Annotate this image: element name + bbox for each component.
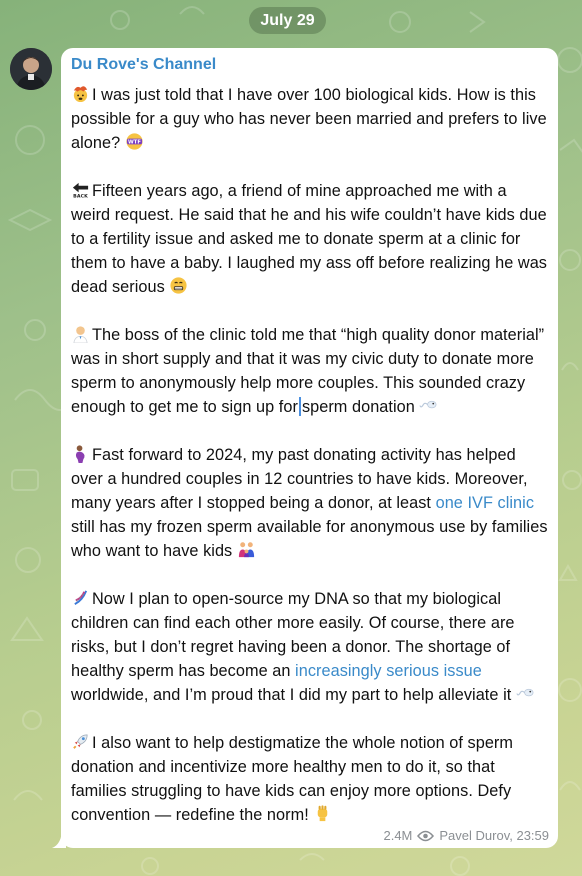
post-paragraph-5-text-a: Now I plan to open-source my DNA so that my biological children can find each other more easily. Of course, there are risks, but I don’t regret having been a donor. The shortage of healthy sperm has become an [71, 590, 515, 680]
exploding-head-icon [71, 84, 90, 103]
post-paragraph-3-text-b: sperm donation [301, 398, 415, 416]
post-paragraph-4-text-b: still has my frozen sperm available for anonymous use by families who want to have kids [71, 518, 548, 560]
post-paragraph-5-text-b: worldwide, and I’m proud that I did my part to help alleviate it [71, 686, 512, 704]
rocket-icon [71, 732, 90, 751]
link-increasingly-serious-issue[interactable]: increasingly serious issue [295, 662, 482, 680]
date-separator: July 29 [249, 7, 326, 34]
post-paragraph-6 [71, 731, 548, 827]
author-and-time: Pavel Durov, 23:59 [439, 828, 549, 843]
channel-name[interactable]: Du Rove's Channel [71, 56, 217, 73]
text-cursor [299, 397, 301, 416]
sperm-icon [419, 396, 438, 415]
pregnant-woman-icon [71, 444, 90, 463]
message-meta [383, 828, 549, 843]
post-paragraph-3-text-a: The boss of the clinic told me that “high quality donor material” was in short supply and that it was my civic duty to donate more sperm to anonymously help more couples. This sounded crazy enough to get me to sign up for [71, 326, 545, 416]
post-paragraph-5 [71, 587, 548, 707]
grimacing-face-icon [169, 276, 188, 295]
post-paragraph-1-text: I was just told that I have over 100 biological kids. How is this possible for a guy who has never been married and prefers to live alone? [71, 86, 547, 152]
post-paragraph-3 [71, 323, 548, 419]
post-paragraph-4 [71, 443, 548, 563]
post-paragraph-1 [71, 83, 548, 155]
eye-icon [417, 830, 434, 842]
back-arrow-icon [71, 180, 90, 199]
svg-text:WTF: WTF [127, 139, 141, 146]
view-count: 2.4M [383, 828, 413, 843]
sperm-icon [516, 684, 535, 703]
svg-text:BACK: BACK [73, 194, 88, 199]
avatar-image [10, 48, 52, 90]
post-paragraph-4-text-a: Fast forward to 2024, my past donating activity has helped over a hundred couples in 12 countries to have kids. Moreover, many years after I stopped being a donor, at least [71, 446, 528, 512]
channel-avatar[interactable] [10, 48, 52, 90]
dna-icon [71, 588, 90, 607]
post-paragraph-6-text: I also want to help destigmatize the whole notion of sperm donation and incentivize more healthy men to do it, so that families struggling to have kids can enjoy more options. Defy convention — redefine the norm! [71, 734, 514, 824]
raised-fist-icon [313, 804, 332, 823]
wtf-emoji-icon [125, 132, 144, 151]
family-icon [237, 540, 256, 559]
link-one-ivf-clinic[interactable]: one IVF clinic [435, 494, 535, 512]
post-paragraph-2 [71, 179, 548, 299]
message-bubble[interactable] [61, 48, 558, 848]
man-doctor-icon [71, 324, 90, 343]
post-paragraph-2-text: Fifteen years ago, a friend of mine approached me with a weird request. He said that he and his wife couldn’t have kids due to a fertility issue and asked me to donate sperm at a clinic for them to have a baby. I laughed my ass off before realizing he was dead serious [71, 182, 547, 296]
